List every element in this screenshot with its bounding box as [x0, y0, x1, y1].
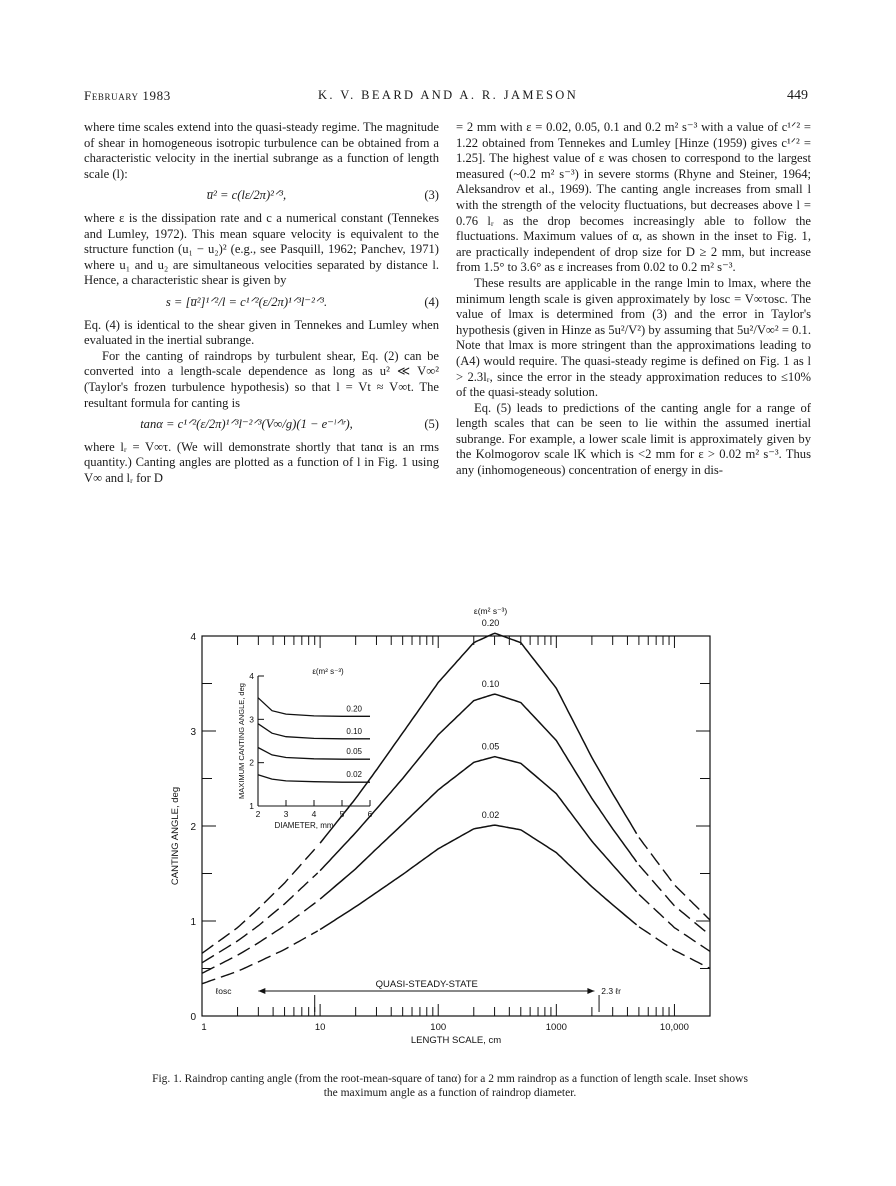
- inset-series-label: 0.20: [346, 704, 362, 714]
- x-axis-label: LENGTH SCALE, cm: [410, 1035, 502, 1046]
- series-label: 0.02: [481, 810, 500, 821]
- x-tick-label: 1000: [545, 1022, 567, 1033]
- inset-y-tick-label: 2: [249, 757, 254, 768]
- paragraph: Eq. (5) leads to predictions of the canting angle for a range of length scales that can be seen to lie within the assumed inertial subrange. For example, a lower scale limit is approximately given by the Kolmogorov scale lK which is <2 mm for ε > 0.02 m² s⁻³. Thus any (inhomogeneous) concentration of energy in dis-: [456, 400, 811, 478]
- equation-expression: tanα = c¹ᐟ²(ε/2π)¹ᐟ³l⁻²ᐟ³(V∞/g)(1 − e⁻ˡᐟˡʳ),: [140, 417, 353, 432]
- paragraph: where time scales extend into the quasi-steady regime. The magnitude of shear in homogeneous isotropic turbulence can be obtained from a characteristic velocity in the inertial subrange as a function of length scale (l):: [84, 120, 439, 181]
- page-number: 449: [787, 88, 808, 103]
- running-header-date: February 1983: [84, 88, 171, 103]
- y-tick-label: 4: [190, 632, 196, 643]
- equation-expression: u̅² = c(lε/2π)²ᐟ³,: [206, 188, 287, 203]
- paragraph: Eq. (4) is identical to the shear given in Tennekes and Lumley when evaluated in the inertial subrange.: [84, 317, 439, 348]
- paragraph: These results are applicable in the range lmin to lmax, where the minimum length scale is given approximately by losc = V∞τosc. The value of lmax is determined from (3) and the error in Taylor's hypothesis (given in Hinze as 5u²/V²) by assuming that 5u²/V∞² = 0.1. Note that lmax is more stringent than the approximations leading to (A4) would require. The quasi-steady regime is defined on Fig. 1 as l > 2.3lᵣ, since the error in the steady approximation reduces to ≤10% of the quasi-steady solution.: [456, 275, 811, 400]
- arrowhead-left: [258, 988, 265, 994]
- lr-label: 2.3 ℓr: [601, 986, 622, 996]
- inset-y-axis-label: MAXIMUM CANTING ANGLE, deg: [237, 683, 246, 799]
- series-line-0.02: [320, 825, 636, 929]
- x-tick-label: 10: [314, 1022, 326, 1033]
- series-label: 0.20: [481, 618, 500, 629]
- paragraph: For the canting of raindrops by turbulent shear, Eq. (2) can be converted into a length-scale dependence as long as u² ≪ V∞² (Taylor's frozen turbulence hypothesis) so that l = Vt ≈ V∞t. The resultant formula for canting is: [84, 348, 439, 410]
- y-axis-label: CANTING ANGLE, deg: [170, 786, 181, 886]
- inset-x-axis-label: DIAMETER, mm: [274, 821, 334, 830]
- series-line-dashed-0.02: [639, 927, 710, 969]
- inset-y-tick-label: 4: [249, 671, 254, 681]
- equation-3: [84, 188, 439, 204]
- y-tick-label: 2: [190, 822, 196, 833]
- inset-series-label: 0.05: [346, 747, 362, 757]
- y-tick-label: 0: [190, 1012, 196, 1023]
- series-line-dashed-0.05: [639, 895, 710, 952]
- equation-5: [84, 417, 439, 433]
- inset-legend-title: ε(m² s⁻³): [312, 667, 344, 676]
- x-tick-label: 100: [430, 1022, 447, 1033]
- inset-x-tick-label: 6: [367, 809, 373, 819]
- running-header-authors: K. V. BEARD AND A. R. JAMESON: [318, 88, 579, 102]
- inset-y-tick-label: 3: [249, 714, 254, 725]
- figure-1: [150, 606, 750, 1068]
- series-line-dashed-0.05: [202, 901, 318, 973]
- right-column: [456, 120, 811, 479]
- canting-angle-chart: [150, 606, 750, 1068]
- series-line-dashed-0.20: [639, 838, 710, 920]
- series-line-dashed-0.02: [202, 931, 318, 984]
- inset-y-tick-label: 1: [249, 801, 254, 811]
- equation-expression: s = [u̅²]¹ᐟ²/l = c¹ᐟ²(ε/2π)¹ᐟ³l⁻²ᐟ³.: [165, 294, 328, 309]
- inset-x-tick-label: 2: [255, 809, 261, 819]
- series-line-dashed-0.10: [639, 865, 710, 935]
- paragraph: = 2 mm with ε = 0.02, 0.05, 0.1 and 0.2 m² s⁻³ with a value of c¹ᐟ² = 1.22 obtained from Tennekes and Lumley [Hinze (1959) gives c¹ᐟ² = 1.25]. The highest value of ε was chosen to correspond to the largest measured (~0.2 m² s⁻³) in severe storms (Rhyne and Steiner, 1964; Aleksandrov et al., 1969). The canting angle increases from small l with the strength of the velocity fluctuations, but decreases above l = 0.76 lᵣ as the drop becomes increasingly able to follow the fluctuations. Maximum values of α, as shown in the inset to Fig. 1, are practically independent of drop size for D ≥ 2 mm, but increase from 1.5° to 3.6° as ε increases from 0.02 to 0.2 m² s⁻³.: [456, 120, 811, 275]
- paragraph: where ε is the dissipation rate and c a numerical constant (Tennekes and Lumley, 1972). This mean square velocity is equivalent to the structure function (u₁ − u₂)² (e.g., see Pasquill, 1962; Panchev, 1971) where u₁ and u₂ are simultaneous velocities separated by distance l. Hence, a characteristic shear is given by: [84, 210, 439, 288]
- equation-number: (5): [424, 417, 439, 432]
- inset-series-label: 0.10: [346, 726, 362, 736]
- x-tick-label: 1: [201, 1022, 207, 1033]
- equation-number: (4): [424, 294, 439, 309]
- inset-x-tick-label: 4: [311, 809, 317, 819]
- paragraph: where lᵣ = V∞τ. (We will demonstrate shortly that tanα is an rms quantity.) Canting angles are plotted as a function of l in Fig. 1 using V∞ and lᵣ for D: [84, 439, 439, 485]
- equation-number: (3): [424, 188, 439, 203]
- left-column: [84, 120, 439, 486]
- regime-label: QUASI-STEADY-STATE: [375, 979, 478, 990]
- inset-x-tick-label: 5: [339, 809, 345, 819]
- y-tick-label: 1: [190, 917, 196, 928]
- series-label: 0.10: [481, 678, 500, 689]
- series-line-dashed-0.20: [202, 846, 318, 954]
- y-tick-label: 3: [190, 727, 196, 738]
- x-tick-label: 10,000: [659, 1022, 689, 1033]
- inset-series-label: 0.02: [346, 770, 362, 780]
- figure-caption: Fig. 1. Raindrop canting angle (from the root-mean-square of tanα) for a 2 mm raindrop as a function of length scale. Inset shows the maximum angle as a function of raindrop diameter.: [152, 1073, 748, 1099]
- series-line-dashed-0.10: [202, 873, 318, 963]
- equation-4: [84, 295, 439, 311]
- legend-title: ε(m² s⁻³): [473, 606, 508, 617]
- losc-label: ℓosc: [215, 986, 232, 996]
- arrowhead-right: [587, 988, 594, 994]
- inset-x-tick-label: 3: [283, 809, 289, 819]
- series-label: 0.05: [481, 741, 500, 752]
